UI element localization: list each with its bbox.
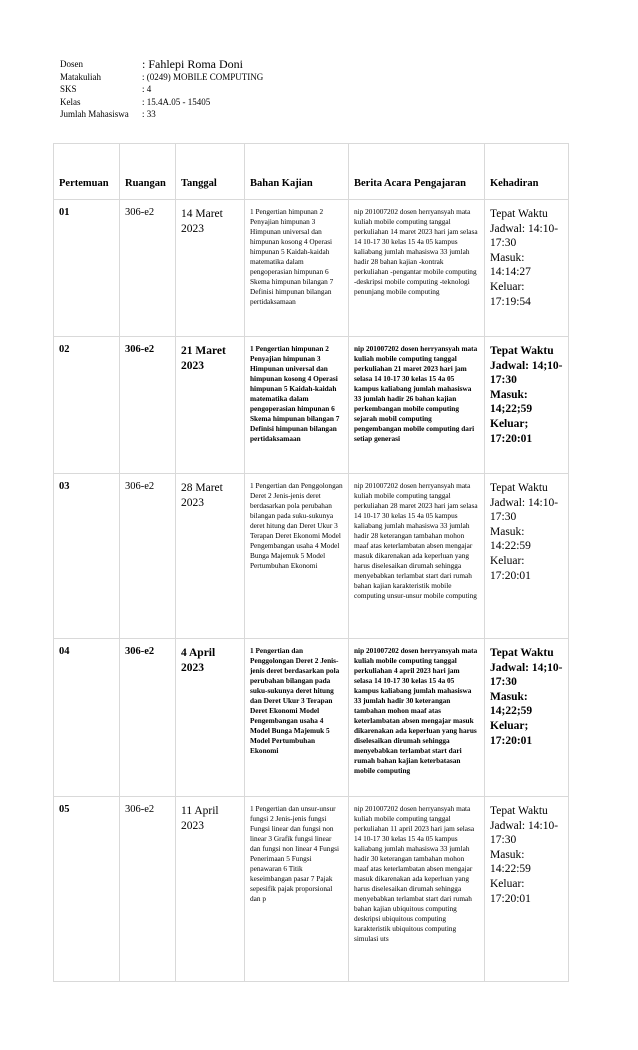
cell-berita-acara: nip 201007202 dosen herryansyah mata kuliah mobile computing tanggal perkuliahan 28 maret 2023 hari jam selasa 14 10-17 30 kelas 15 4a 05 kampus kaliabang jumlah mahasiswa 33 jumlah hadir 28 keterangan tambahan mohon maaf atas keterlambatan absen mengajar masuk dikarenakan ada keperluan yang harus diselesaikan dirumah sehingga menyebabkan terlambat start dari rumah bahan kajian karakteristik mobile computing unsur-unsur mobile computing (349, 474, 485, 639)
header-pertemuan: Pertemuan (54, 144, 120, 200)
info-row-dosen (60, 58, 263, 71)
attendance-table (53, 143, 569, 982)
info-label: Matakuliah (60, 71, 101, 82)
kehadiran-masuk: Masuk: 14;22;59 (490, 388, 533, 416)
cell-kehadiran (485, 200, 569, 337)
kehadiran-masuk: Masuk: 14:22:59 (490, 525, 531, 553)
kehadiran-jadwal: Jadwal: 14;10-17:30 (490, 661, 563, 689)
table-row (54, 200, 569, 337)
info-row-matakuliah (60, 71, 263, 84)
cell-bahan-kajian: 1 Pengertian himpunan 2 Penyajian himpunan 3 Himpunan universal dan himpunan kosong 4 Operasi himpunan 5 Kaidah-kaidah matematika dalam pengoperasian himpunan 6 Skema himpunan bilangan 7 Definisi himpunan bilangan pertidaksamaan (245, 337, 349, 474)
cell-bahan-kajian: 1 Pengertian dan Penggolongan Deret 2 Jenis-jenis deret berdasarkan pola perubahan bilangan pada suku-sukunya deret hitung dan Deret Ukur 3 Terapan Deret Ekonomi Model Pengembangan usaha 4 Model Bunga Majemuk 5 Model Pertumbuhan Ekonomi (245, 474, 349, 639)
kehadiran-status: Tepat Waktu (490, 345, 554, 357)
info-value: : Fahlepi Roma Doni (142, 57, 243, 71)
kehadiran-masuk: Masuk: 14:14:27 (490, 251, 531, 279)
kehadiran-keluar: Keluar: 17:19:54 (490, 280, 531, 308)
kehadiran-jadwal: Jadwal: 14:10-17:30 (490, 819, 559, 847)
cell-tanggal: 14 Maret 2023 (176, 200, 245, 337)
kehadiran-status: Tepat Waktu (490, 208, 548, 220)
kehadiran-jadwal: Jadwal: 14:10-17:30 (490, 496, 559, 524)
cell-berita-acara: nip 201007202 dosen herryansyah mata kuliah mobile computing tanggal perkuliahan 4 april 2023 hari jam selasa 14 10-17 30 kelas 15 4a 05 kampus kaliabang jumlah mahasiswa 33 jumlah hadir 30 keterangan tambahan mohon maaf atas keterlambatan absen mengajar masuk dikarenakan ada keperluan yang harus diselesaikan dirumah sehingga menyebabkan terlambat start dari rumah bahan kajian keterbatasan mobile computing (349, 639, 485, 797)
cell-kehadiran (485, 639, 569, 797)
cell-tanggal: 11 April 2023 (176, 797, 245, 982)
header-ruangan: Ruangan (120, 144, 176, 200)
cell-ruangan: 306-e2 (120, 337, 176, 474)
table-row (54, 639, 569, 797)
info-row-jumlah-mahasiswa (60, 108, 263, 121)
kehadiran-keluar: Keluar; 17:20:01 (490, 417, 533, 445)
kehadiran-status: Tepat Waktu (490, 805, 548, 817)
cell-kehadiran (485, 474, 569, 639)
table-row (54, 337, 569, 474)
cell-berita-acara: nip 201007202 dosen herryansyah mata kuliah mobile computing tanggal perkuliahan 11 april 2023 hari jam selasa 14 10-17 30 kelas 15 4a 05 kampus kaliabang jumlah mahasiswa 33 jumlah hadir 30 keterangan tambahan mohon maaf atas keterlambatan absen mengajar masuk dikarenakan ada keperluan yang harus diselesaikan dirumah sehingga menyebabkan terlambat start dari rumah bahan kajian ubiquitous computing deskripsi ubiquitous computing karakteristik ubiquitous computing simulasi uts (349, 797, 485, 982)
cell-ruangan: 306-e2 (120, 797, 176, 982)
info-label: Jumlah Mahasiswa (60, 109, 129, 119)
cell-pertemuan: 03 (54, 474, 120, 639)
header-bahan-kajian: Bahan Kajian (245, 144, 349, 200)
kehadiran-keluar: Keluar: 17:20:01 (490, 554, 531, 582)
cell-bahan-kajian: 1 Pengertian dan Penggolongan Deret 2 Jenis-jenis deret berdasarkan pola perubahan bilangan pada suku-sukunya deret hitung dan Deret Ukur 3 Terapan Deret Ekonomi Model Pengembangan usaha 4 Model Bunga Majemuk 5 Model Pertumbuhan Ekonomi (245, 639, 349, 797)
kehadiran-status: Tepat Waktu (490, 647, 554, 659)
kehadiran-jadwal: Jadwal: 14;10-17:30 (490, 359, 563, 387)
cell-berita-acara: nip 201007202 dosen herryansyah mata kuliah mobile computing tanggal perkuliahan 21 maret 2023 hari jam selasa 14 10-17 30 kelas 15 4a 05 kampus kaliabang jumlah mahasiswa 33 jumlah hadir 26 bahan kajian perkembangan mobile computing sejarah mobil computing pengembangan mobile computing dari setiap generasi (349, 337, 485, 474)
info-row-kelas (60, 96, 263, 109)
info-label: Kelas (60, 96, 81, 107)
cell-bahan-kajian: 1 Pengertian dan unsur-unsur fungsi 2 Jenis-jenis fungsi Fungsi linear dan fungsi non linear 3 Grafik fungsi linear dan fungsi non linear 4 Fungsi Penerimaan 5 Fungsi penawaran 6 Titik keseimbangan pasar 7 Pajak sepesifik pajak proporsional dan p (245, 797, 349, 982)
info-value: : 4 (142, 84, 152, 94)
table-row (54, 474, 569, 639)
cell-tanggal: 28 Maret 2023 (176, 474, 245, 639)
cell-ruangan: 306-e2 (120, 639, 176, 797)
cell-pertemuan: 05 (54, 797, 120, 982)
info-row-sks (60, 83, 263, 96)
info-value: : 15.4A.05 - 15405 (142, 96, 211, 107)
info-label: SKS (60, 84, 77, 94)
kehadiran-jadwal: Jadwal: 14:10-17:30 (490, 222, 559, 250)
cell-pertemuan: 01 (54, 200, 120, 337)
cell-ruangan: 306-e2 (120, 474, 176, 639)
kehadiran-status: Tepat Waktu (490, 482, 548, 494)
table-header-row (54, 144, 569, 200)
kehadiran-masuk: Masuk: 14;22;59 (490, 690, 533, 718)
cell-tanggal: 21 Maret 2023 (176, 337, 245, 474)
kehadiran-keluar: Keluar; 17:20:01 (490, 719, 533, 747)
info-label: Dosen (60, 59, 83, 69)
info-value: : 33 (142, 109, 156, 119)
cell-ruangan: 306-e2 (120, 200, 176, 337)
cell-pertemuan: 02 (54, 337, 120, 474)
course-info (60, 58, 263, 121)
cell-kehadiran (485, 337, 569, 474)
cell-berita-acara: nip 201007202 dosen herryansyah mata kuliah mobile computing tanggal perkuliahan 14 maret 2023 hari jam selasa 14 10-17 30 kelas 15 4a 05 kampus kaliabang jumlah mahasiswa 33 jumlah hadir 28 bahan kajian -kontrak perkuliahan -pengantar mobile computing -deskripsi mobile computing -teknologi penunjang mobile computing (349, 200, 485, 337)
cell-kehadiran (485, 797, 569, 982)
table-row (54, 797, 569, 982)
header-kehadiran: Kehadiran (485, 144, 569, 200)
info-value: : (0249) MOBILE COMPUTING (142, 71, 264, 82)
kehadiran-keluar: Keluar: 17:20:01 (490, 877, 531, 905)
cell-tanggal: 4 April 2023 (176, 639, 245, 797)
kehadiran-masuk: Masuk: 14:22:59 (490, 848, 531, 876)
cell-pertemuan: 04 (54, 639, 120, 797)
cell-bahan-kajian: 1 Pengertian himpunan 2 Penyajian himpunan 3 Himpunan universal dan himpunan kosong 4 Operasi himpunan 5 Kaidah-kaidah matematika dalam pengoperasian himpunan 6 Skema himpunan bilangan 7 Definisi himpunan bilangan pertidaksamaan (245, 200, 349, 337)
header-berita-acara: Berita Acara Pengajaran (349, 144, 485, 200)
header-tanggal: Tanggal (176, 144, 245, 200)
